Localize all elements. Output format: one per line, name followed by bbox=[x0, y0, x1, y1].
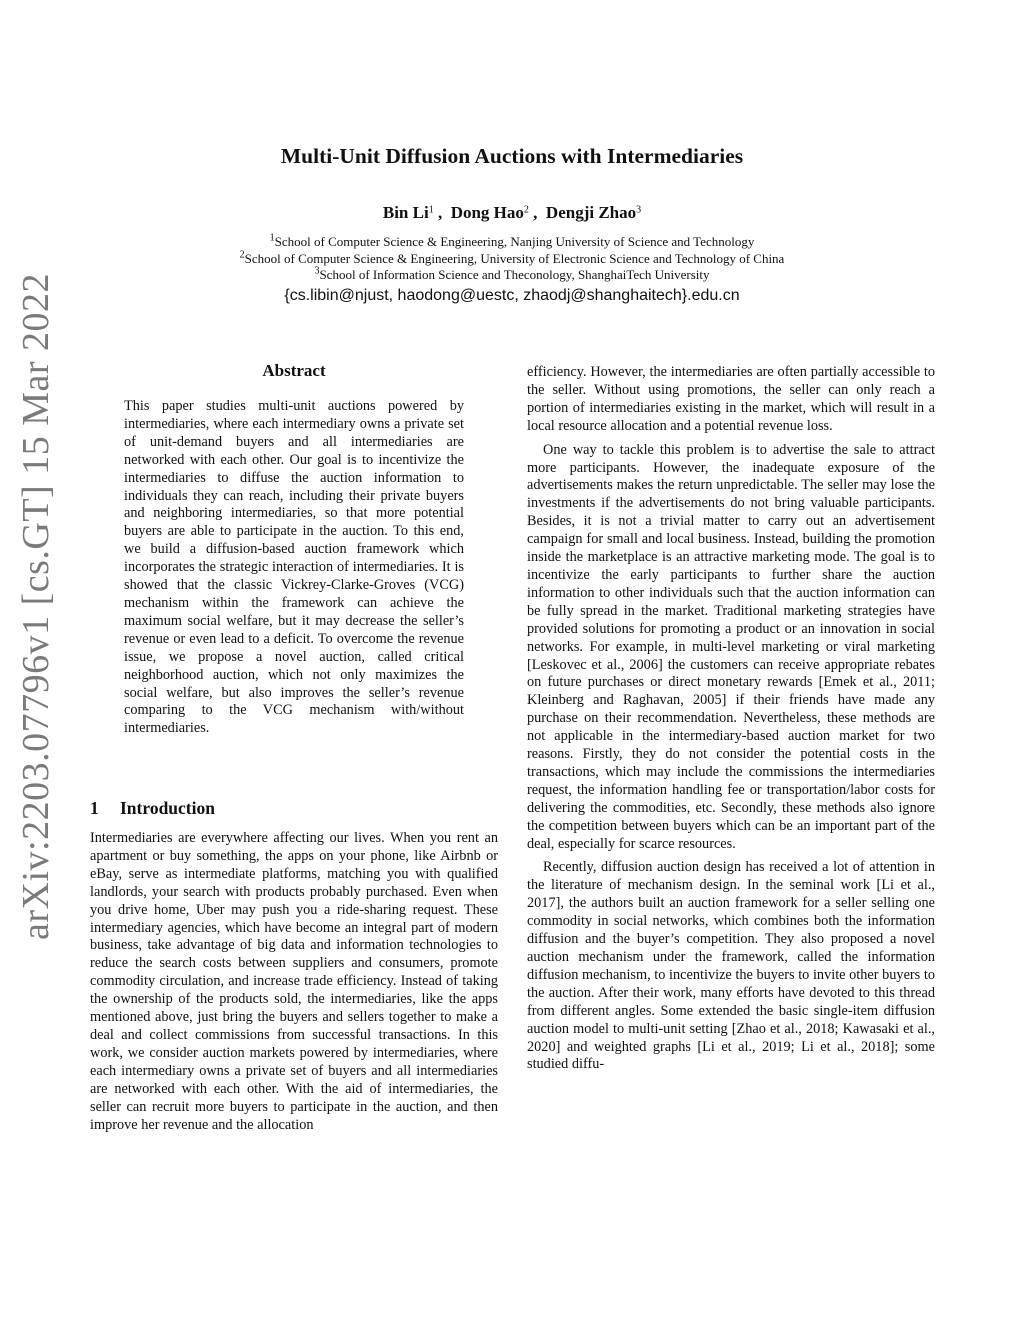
abstract-text: This paper studies multi-unit auctions powered by intermediaries, where each intermediary owns a private set of unit-demand buyers and all intermediaries are networked with each other. Our goal is to incentivize the intermediaries to diffuse the auction information to individuals they can reach, including their private buyers and neighboring intermediaries, so that more potential buyers are able to participate in the auction. To this end, we build a diffusion-based auction framework which incorporates the strategic interaction of intermediaries. It is showed that the classic Vickrey-Clarke-Groves (VCG) mechanism within the framework can achieve the maximum social welfare, but it may decrease the seller’s revenue or even lead to a deficit. To overcome the revenue issue, we propose a novel auction, called critical neighborhood auction, which not only maximizes the social welfare, but also improves the seller’s revenue comparing to the VCG mechanism with/without intermediaries. bbox=[124, 398, 464, 737]
intro-paragraph-1-continued: efficiency. However, the intermediaries are often partially accessible to the seller. Without using promotions, the seller can only reach a portion of intermediaries existing in the market, which will result in a local resource allocation and a potential revenue loss. bbox=[527, 364, 935, 434]
author-affiliation-mark: 2 bbox=[523, 204, 529, 216]
author-name: Dengji Zhao bbox=[545, 203, 637, 222]
author-affiliation-mark: 3 bbox=[636, 204, 642, 216]
intro-paragraph-2: One way to tackle this problem is to advertise the sale to attract more participants. However, the inadequate exposure of the advertisements makes the return unpredictable. The seller may lose the investments if the advertisements do not bring valuable participants. Besides, it is not a trivial matter to carry out an advertisement campaign for small and local business. Instead, building the promotion inside the marketplace is an attractive marketing mode. The goal is to incentivize the early participants to further share the auction information to other individuals such that the auction information can be fully spread in the market. Traditional marketing strategies have provided solutions for promoting a product or an innovation in social networks. For example, in multi-level marketing or viral marketing [Leskovec et al., 2006] the customers can receive appropriate rebates on future purchases or direct monetary rewards [Emek et al., 2011; Kleinberg and Raghavan, 2005] if their friends have made any purchase on their recommendation. Nevertheless, these methods are not applicable in the intermediary-based auction market for two reasons. Firstly, they do not consider the potential costs in the transactions, which may include the commissions the intermediaries request, the information handling fee or transportation/labor costs for delivering the commodities, etc. Secondly, these methods also ignore the competition between buyers which can be an important part of the deal, especially for scarce resources. bbox=[527, 441, 935, 852]
affiliation bbox=[0, 234, 1024, 251]
author-name: Dong Hao bbox=[450, 203, 524, 222]
affiliation-text: School of Computer Science & Engineering, University of Electronic Science and Technology of China bbox=[244, 250, 785, 266]
affiliation-mark: 3 bbox=[314, 265, 320, 277]
author-name: Bin Li bbox=[382, 203, 429, 222]
affiliation-mark: 2 bbox=[239, 249, 245, 260]
section-heading bbox=[90, 798, 498, 819]
author-list: Bin Li$^1$ , Dong Hao$^2$ , Dengji Zhao$^3$ bbox=[382, 203, 642, 222]
affiliation-list bbox=[0, 234, 1024, 284]
arxiv-identifier: arXiv:2203.07796v1 [cs.GT] 15 Mar 2022 bbox=[15, 272, 57, 940]
affiliation-text: School of Computer Science & Engineering, Nanjing University of Science and Technology bbox=[274, 234, 755, 249]
abstract-heading: Abstract bbox=[262, 361, 326, 380]
section-number: 1 bbox=[90, 798, 99, 818]
affiliation-text: School of Information Science and Theconology, ShanghaiTech University bbox=[319, 267, 710, 282]
author-emails: {cs.libin@njust, haodong@uestc, zhaodj@shanghaitech}.edu.cn bbox=[284, 287, 740, 304]
affiliation bbox=[0, 251, 1024, 268]
section-title: Introduction bbox=[120, 798, 215, 818]
intro-paragraph-3: Recently, diffusion auction design has received a lot of attention in the literature of mechanism design. In the seminal work [Li et al., 2017], the authors built an auction framework for a seller selling one commodity in social networks, which combines both the information diffusion and the buyer’s competition. They also proposed a novel auction mechanism under the framework, called the information diffusion mechanism, to incentivize the buyers to invite other buyers to the auction. After their work, many efforts have devoted to this thread from different angles. Some extended the basic single-item diffusion auction model to multi-unit setting [Zhao et al., 2018; Kawasaki et al., 2020] and weighted graphs [Li et al., 2019; Li et al., 2018]; some studied diffu- bbox=[527, 859, 935, 1073]
affiliation bbox=[0, 267, 1024, 284]
paper-title: Multi-Unit Diffusion Auctions with Intermediaries bbox=[280, 144, 744, 168]
intro-paragraph-1: Intermediaries are everywhere affecting our lives. When you rent an apartment or buy something, the apps on your phone, like Airbnb or eBay, serve as intermediate platforms, matching you with qualified landlords, your search with products probably purchased. Even when you drive home, Uber may push you a ride-sharing request. These intermediary agencies, which have become an integral part of modern business, take advantage of big data and information technologies to reduce the search costs between suppliers and consumers, promote commodity circulation, and increase trade efficiency. Instead of taking the ownership of the products sold, the intermediaries, like the apps mentioned above, just bring the buyers and sellers together to make a deal and collect commissions from successful transactions. In this work, we consider auction markets powered by intermediaries, where each intermediary owns a private set of buyers and all intermediaries are networked with each other. With the aid of intermediaries, the seller can recruit more buyers to participate in the auction, and then improve her revenue and the allocation bbox=[90, 830, 498, 1133]
affiliation-mark: 1 bbox=[269, 232, 275, 244]
author-affiliation-mark: 1 bbox=[428, 204, 434, 216]
right-column bbox=[527, 364, 935, 1080]
